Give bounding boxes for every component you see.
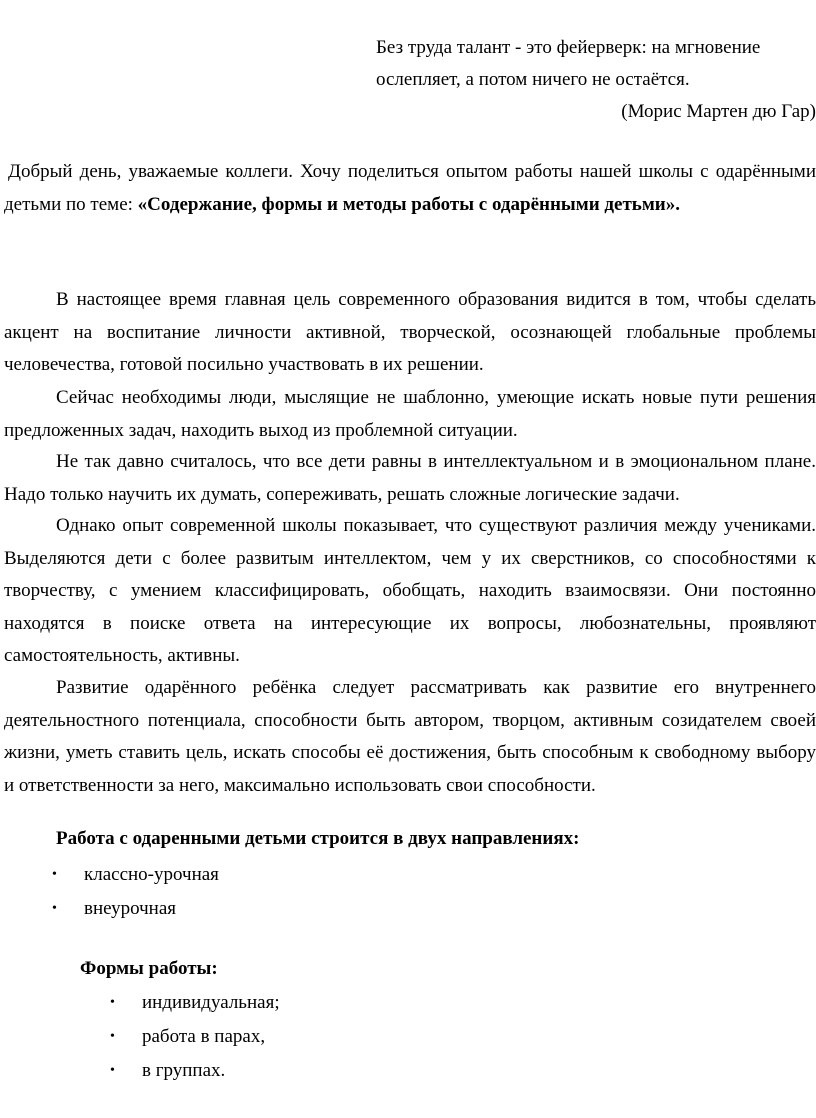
body-paragraph: Развитие одарённого ребёнка следует рассматривать как развитие его внутреннего деятельностного потенциала, способности быть автором, творцом, активным созидателем своей жизни, уметь ставить цель, искать способы её достижения, быть способным к свободному выбору и ответственности за него, максимально использовать свои способности. [4,677,816,796]
bullet-icon: • [110,1063,115,1078]
body-paragraph: Не так давно считалось, что все дети равны в интеллектуальном и в эмоциональном плане. Надо только научить их думать, сопереживать, решать сложные логические задачи. [4,451,816,505]
list-item-label: в группах. [142,1060,226,1081]
bullet-icon: • [110,1029,115,1044]
body-paragraph: В настоящее время главная цель современного образования видится в том, чтобы сделать акцент на воспитание личности активной, творческой, осознающей глобальные проблемы человечества, готовой посильно участвовать в их решении. [4,289,816,375]
list-item-label: работа в парах, [142,1026,266,1047]
bullet-icon: • [52,901,57,916]
list-item-label: классно-урочная [84,864,219,885]
epigraph [376,32,816,128]
epigraph-author: (Морис Мартен дю Гар) [621,101,816,122]
forms-list [110,986,280,1088]
list-item-label: индивидуальная; [142,992,280,1013]
list-item [110,1054,280,1088]
list-item [52,858,219,892]
intro-topic: «Содержание, формы и методы работы с одарёнными детьми». [137,193,680,215]
body-paragraph: Сейчас необходимы люди, мыслящие не шаблонно, умеющие искать новые пути решения предложенных задач, находить выход из проблемной ситуации. [4,387,816,441]
list-item [110,986,280,1020]
bullet-icon: • [110,995,115,1010]
list-item [52,892,219,926]
intro-paragraph [4,156,816,221]
epigraph-line: ослепляет, а потом ничего не остаётся. [376,69,690,90]
list-item [110,1020,280,1054]
list-item-label: внеурочная [84,898,177,919]
directions-heading: Работа с одаренными детьми строится в двух направлениях: [56,828,580,849]
epigraph-line: Без труда талант - это фейерверк: на мгновение [376,37,761,58]
body-paragraph: Однако опыт современной школы показывает, что существуют различия между учениками. Выделяются дети с более развитым интеллектом, чем у их сверстников, со способностями к творчеству, с умением классифицировать, обобщать, находить взаимосвязи. Они постоянно находятся в поиске ответа на интересующие их вопросы, любознательны, проявляют самостоятельность, активны. [4,515,816,666]
forms-heading: Формы работы: [80,958,218,979]
intro-text: Добрый день, уважаемые коллеги. Хочу поделиться опытом работы нашей школы с одарёнными детьми по теме: [4,161,816,215]
directions-list [52,858,219,926]
bullet-icon: • [52,867,57,882]
